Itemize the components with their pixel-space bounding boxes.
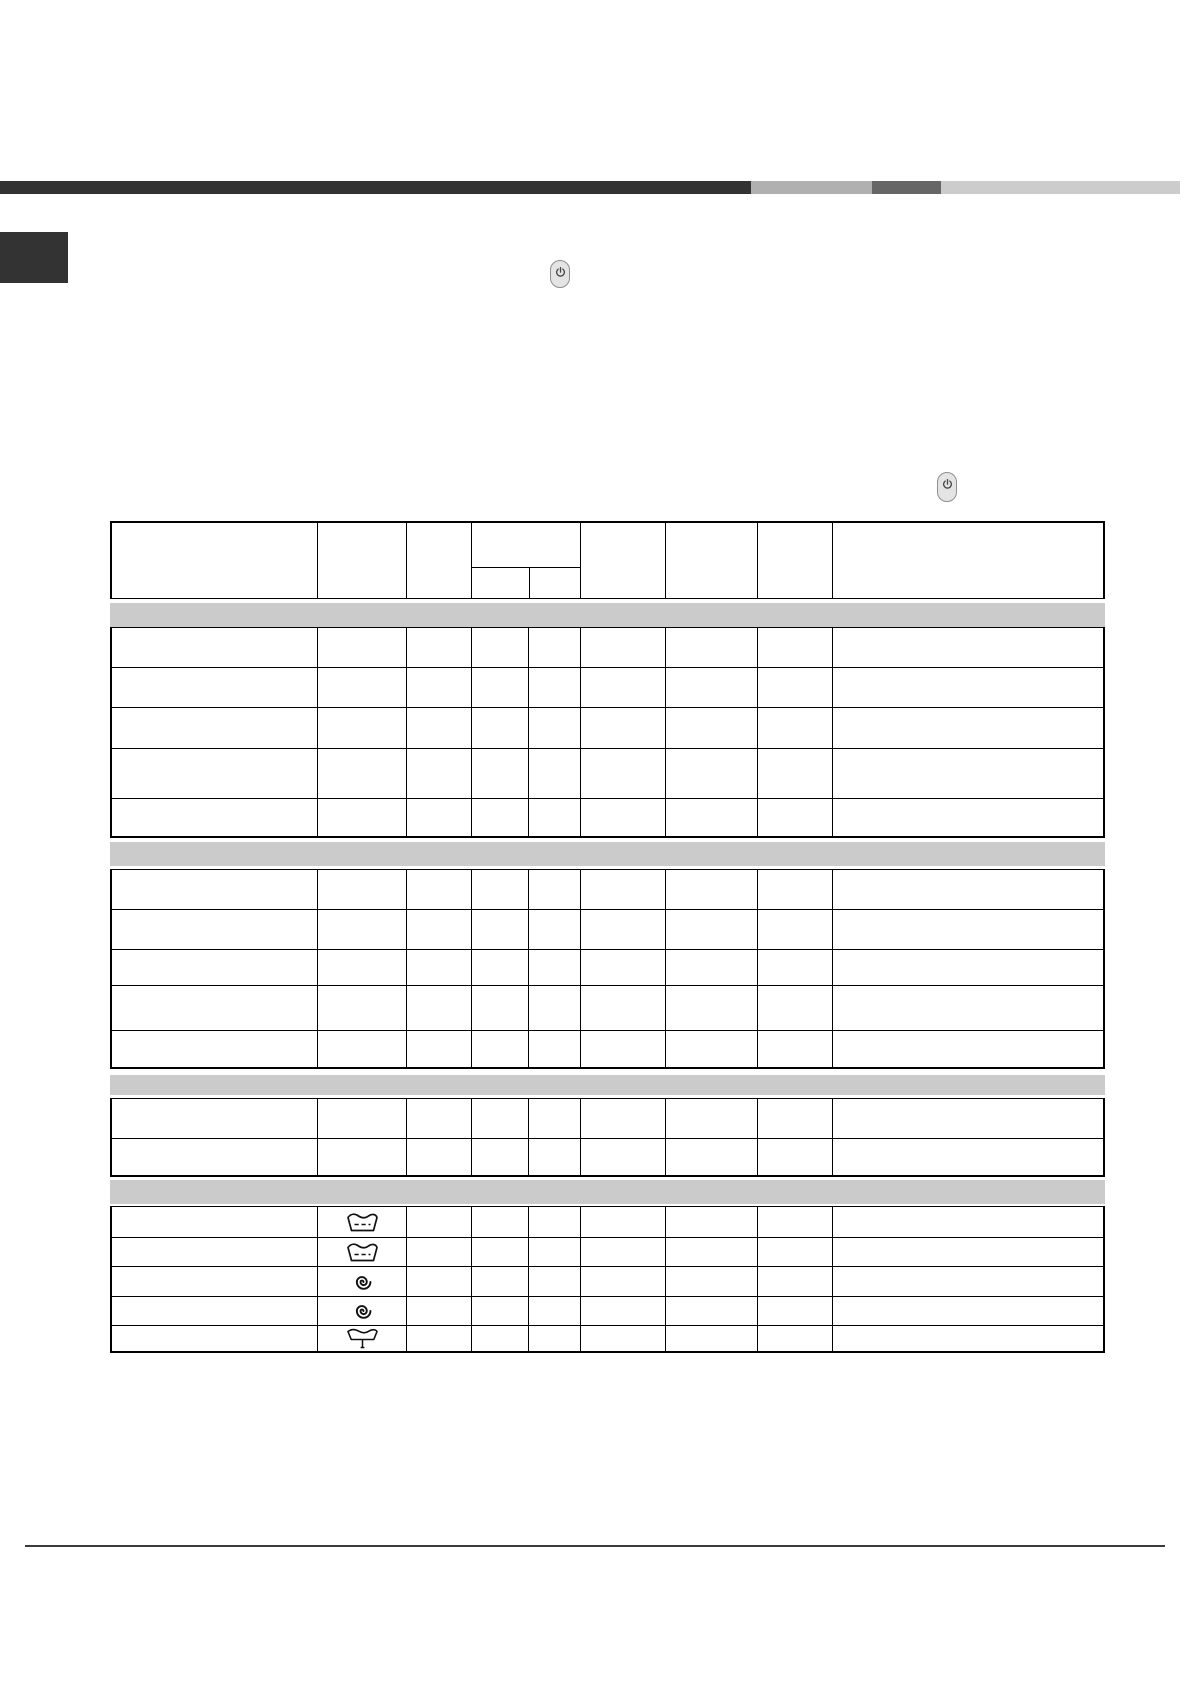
table-cell: [317, 1238, 406, 1266]
table-cell: [317, 628, 406, 667]
table-cell: [832, 1031, 1103, 1067]
table-cell: [471, 628, 528, 667]
table-cell: [757, 870, 832, 909]
table-cell: [528, 668, 580, 707]
table-cell: [112, 910, 317, 949]
table-cell: [757, 1139, 832, 1175]
table-cell: [665, 870, 757, 909]
table-cell: [317, 950, 406, 985]
table-cell: [757, 799, 832, 836]
table-cell: [580, 749, 665, 798]
table-cell: [317, 910, 406, 949]
table-cell: [665, 708, 757, 748]
table-cell: [580, 950, 665, 985]
table-cell: [112, 1297, 317, 1325]
table-cell: [757, 668, 832, 707]
section-4: [110, 1206, 1105, 1353]
table-cell: [112, 749, 317, 798]
header-cell: [112, 523, 317, 598]
table-cell: [471, 1139, 528, 1175]
section-2: [110, 869, 1105, 1069]
table-cell: [112, 628, 317, 667]
table-row: [112, 707, 1103, 748]
table-cell: [406, 1031, 471, 1067]
table-cell: [528, 1139, 580, 1175]
table-cell: [471, 986, 528, 1030]
table-cell: [580, 1267, 665, 1296]
table-cell: [580, 1099, 665, 1138]
table-cell: [112, 799, 317, 836]
table-cell: [317, 1326, 406, 1351]
table-cell: [471, 668, 528, 707]
table-row: [112, 1138, 1103, 1175]
table-cell: [406, 1238, 471, 1266]
table-cell: [406, 1207, 471, 1237]
table-cell: [832, 870, 1103, 909]
bar-segment-gray: [751, 181, 872, 194]
table-cell: [580, 1031, 665, 1067]
table-cell: [471, 1031, 528, 1067]
table-cell: [832, 1207, 1103, 1237]
table-cell: [665, 1207, 757, 1237]
table-cell: [665, 1031, 757, 1067]
table-cell: [112, 1326, 317, 1351]
table-row: [112, 1207, 1103, 1237]
table-cell: [757, 1238, 832, 1266]
table-row: [112, 1266, 1103, 1296]
table-row: [112, 667, 1103, 707]
table-cell: [580, 1297, 665, 1325]
section-1: [110, 627, 1105, 838]
table-cell: [406, 799, 471, 836]
table-cell: [665, 1238, 757, 1266]
bar-segment-light-gray: [941, 181, 1180, 194]
table-cell: [665, 1297, 757, 1325]
chapter-tab-block: [0, 232, 68, 283]
table-cell: [580, 910, 665, 949]
table-cell: [471, 708, 528, 748]
table-row: [112, 949, 1103, 985]
table-cell: [665, 668, 757, 707]
table-cell: [528, 799, 580, 836]
table-cell: [471, 870, 528, 909]
header-cell: [317, 523, 406, 598]
table-cell: [406, 628, 471, 667]
table-row: [112, 1237, 1103, 1266]
table-cell: [832, 1267, 1103, 1296]
table-cell: [317, 799, 406, 836]
table-cell: [471, 799, 528, 836]
table-row: [112, 748, 1103, 798]
table-cell: [665, 1139, 757, 1175]
section-header-band: [110, 1075, 1105, 1095]
section-header-band: [110, 603, 1105, 627]
table-header-row: [110, 521, 1105, 599]
spin-spiral-icon: [351, 1300, 373, 1322]
table-cell: [757, 1326, 832, 1351]
drain-icon: [346, 1327, 379, 1350]
table-cell: [528, 708, 580, 748]
table-cell: [112, 1139, 317, 1175]
table-cell: [471, 910, 528, 949]
table-cell: [112, 1267, 317, 1296]
table-cell: [528, 1297, 580, 1325]
table-cell: [471, 1238, 528, 1266]
table-cell: [757, 628, 832, 667]
header-cell-merged: [471, 523, 580, 598]
header-merged-top: [472, 523, 580, 568]
table-cell: [112, 950, 317, 985]
table-cell: [580, 708, 665, 748]
header-subcell: [529, 568, 580, 598]
table-cell: [406, 1139, 471, 1175]
bar-segment-dark-gray: [872, 181, 941, 194]
table-cell: [528, 870, 580, 909]
header-cell: [580, 523, 665, 598]
table-cell: [528, 749, 580, 798]
table-cell: [580, 628, 665, 667]
table-cell: [528, 1031, 580, 1067]
table-cell: [832, 749, 1103, 798]
table-cell: [528, 628, 580, 667]
table-cell: [317, 1297, 406, 1325]
table-cell: [406, 1099, 471, 1138]
table-cell: [112, 1207, 317, 1237]
table-row: [112, 1099, 1103, 1138]
table-row: [112, 909, 1103, 949]
table-cell: [471, 749, 528, 798]
table-cell: [832, 708, 1103, 748]
section-3: [110, 1098, 1105, 1177]
table-cell: [528, 1326, 580, 1351]
table-cell: [471, 1267, 528, 1296]
page-header-bar: [0, 181, 1180, 194]
table-cell: [665, 799, 757, 836]
table-cell: [665, 1326, 757, 1351]
table-cell: [665, 950, 757, 985]
table-cell: [757, 1099, 832, 1138]
table-cell: [665, 749, 757, 798]
table-cell: [528, 910, 580, 949]
table-row: [112, 1325, 1103, 1351]
table-cell: [406, 708, 471, 748]
table-cell: [665, 1267, 757, 1296]
table-cell: [406, 749, 471, 798]
wash-tub-icon: [346, 1241, 379, 1263]
table-cell: [528, 1267, 580, 1296]
programme-table: [110, 521, 1105, 1353]
bar-segment-dark: [0, 181, 751, 194]
table-cell: [406, 870, 471, 909]
table-cell: [112, 986, 317, 1030]
table-cell: [528, 950, 580, 985]
table-cell: [112, 870, 317, 909]
table-cell: [471, 1326, 528, 1351]
table-cell: [832, 1139, 1103, 1175]
table-cell: [317, 870, 406, 909]
table-cell: [757, 1297, 832, 1325]
section-header-band: [110, 842, 1105, 866]
table-cell: [832, 950, 1103, 985]
table-cell: [580, 1207, 665, 1237]
table-cell: [580, 870, 665, 909]
spin-spiral-icon: [351, 1271, 373, 1293]
table-cell: [317, 1031, 406, 1067]
table-cell: [317, 986, 406, 1030]
footer-rule: [25, 1545, 1165, 1547]
table-cell: [832, 628, 1103, 667]
header-cell: [406, 523, 471, 598]
table-cell: [832, 1326, 1103, 1351]
power-icon: [550, 260, 570, 288]
table-cell: [528, 1238, 580, 1266]
table-cell: [528, 1207, 580, 1237]
table-cell: [471, 1297, 528, 1325]
wash-tub-icon: [346, 1211, 379, 1233]
table-cell: [317, 1267, 406, 1296]
table-cell: [112, 668, 317, 707]
table-cell: [112, 1099, 317, 1138]
table-cell: [757, 950, 832, 985]
table-row: [112, 985, 1103, 1030]
table-cell: [317, 1139, 406, 1175]
table-row: [112, 628, 1103, 667]
table-cell: [580, 668, 665, 707]
table-cell: [757, 708, 832, 748]
table-cell: [317, 1099, 406, 1138]
table-cell: [317, 1207, 406, 1237]
table-cell: [832, 799, 1103, 836]
header-cell: [757, 523, 832, 598]
power-icon: [937, 472, 957, 502]
table-cell: [406, 986, 471, 1030]
table-row: [112, 1030, 1103, 1067]
table-cell: [471, 950, 528, 985]
table-cell: [665, 910, 757, 949]
table-cell: [665, 1099, 757, 1138]
table-row: [112, 870, 1103, 909]
table-cell: [471, 1099, 528, 1138]
table-cell: [832, 910, 1103, 949]
table-cell: [832, 1297, 1103, 1325]
table-cell: [665, 986, 757, 1030]
table-cell: [757, 749, 832, 798]
table-cell: [406, 1267, 471, 1296]
table-cell: [406, 668, 471, 707]
table-cell: [528, 986, 580, 1030]
table-cell: [832, 986, 1103, 1030]
table-cell: [528, 1099, 580, 1138]
header-cell: [665, 523, 757, 598]
table-cell: [832, 1238, 1103, 1266]
table-cell: [112, 1031, 317, 1067]
table-cell: [757, 1207, 832, 1237]
table-row: [112, 798, 1103, 836]
table-cell: [580, 986, 665, 1030]
table-cell: [832, 668, 1103, 707]
table-cell: [580, 1139, 665, 1175]
table-cell: [406, 1326, 471, 1351]
table-cell: [317, 668, 406, 707]
table-cell: [112, 708, 317, 748]
table-cell: [580, 1238, 665, 1266]
table-row: [112, 1296, 1103, 1325]
table-cell: [406, 950, 471, 985]
table-cell: [757, 1031, 832, 1067]
table-cell: [406, 1297, 471, 1325]
table-cell: [757, 910, 832, 949]
table-cell: [317, 708, 406, 748]
table-cell: [471, 1207, 528, 1237]
header-cell: [832, 523, 1103, 598]
table-cell: [757, 1267, 832, 1296]
table-cell: [665, 628, 757, 667]
table-cell: [580, 799, 665, 836]
table-cell: [832, 1099, 1103, 1138]
table-cell: [580, 1326, 665, 1351]
header-subcell: [472, 568, 529, 598]
section-header-band: [110, 1180, 1105, 1204]
table-cell: [406, 910, 471, 949]
table-cell: [112, 1238, 317, 1266]
table-cell: [757, 986, 832, 1030]
table-cell: [317, 749, 406, 798]
